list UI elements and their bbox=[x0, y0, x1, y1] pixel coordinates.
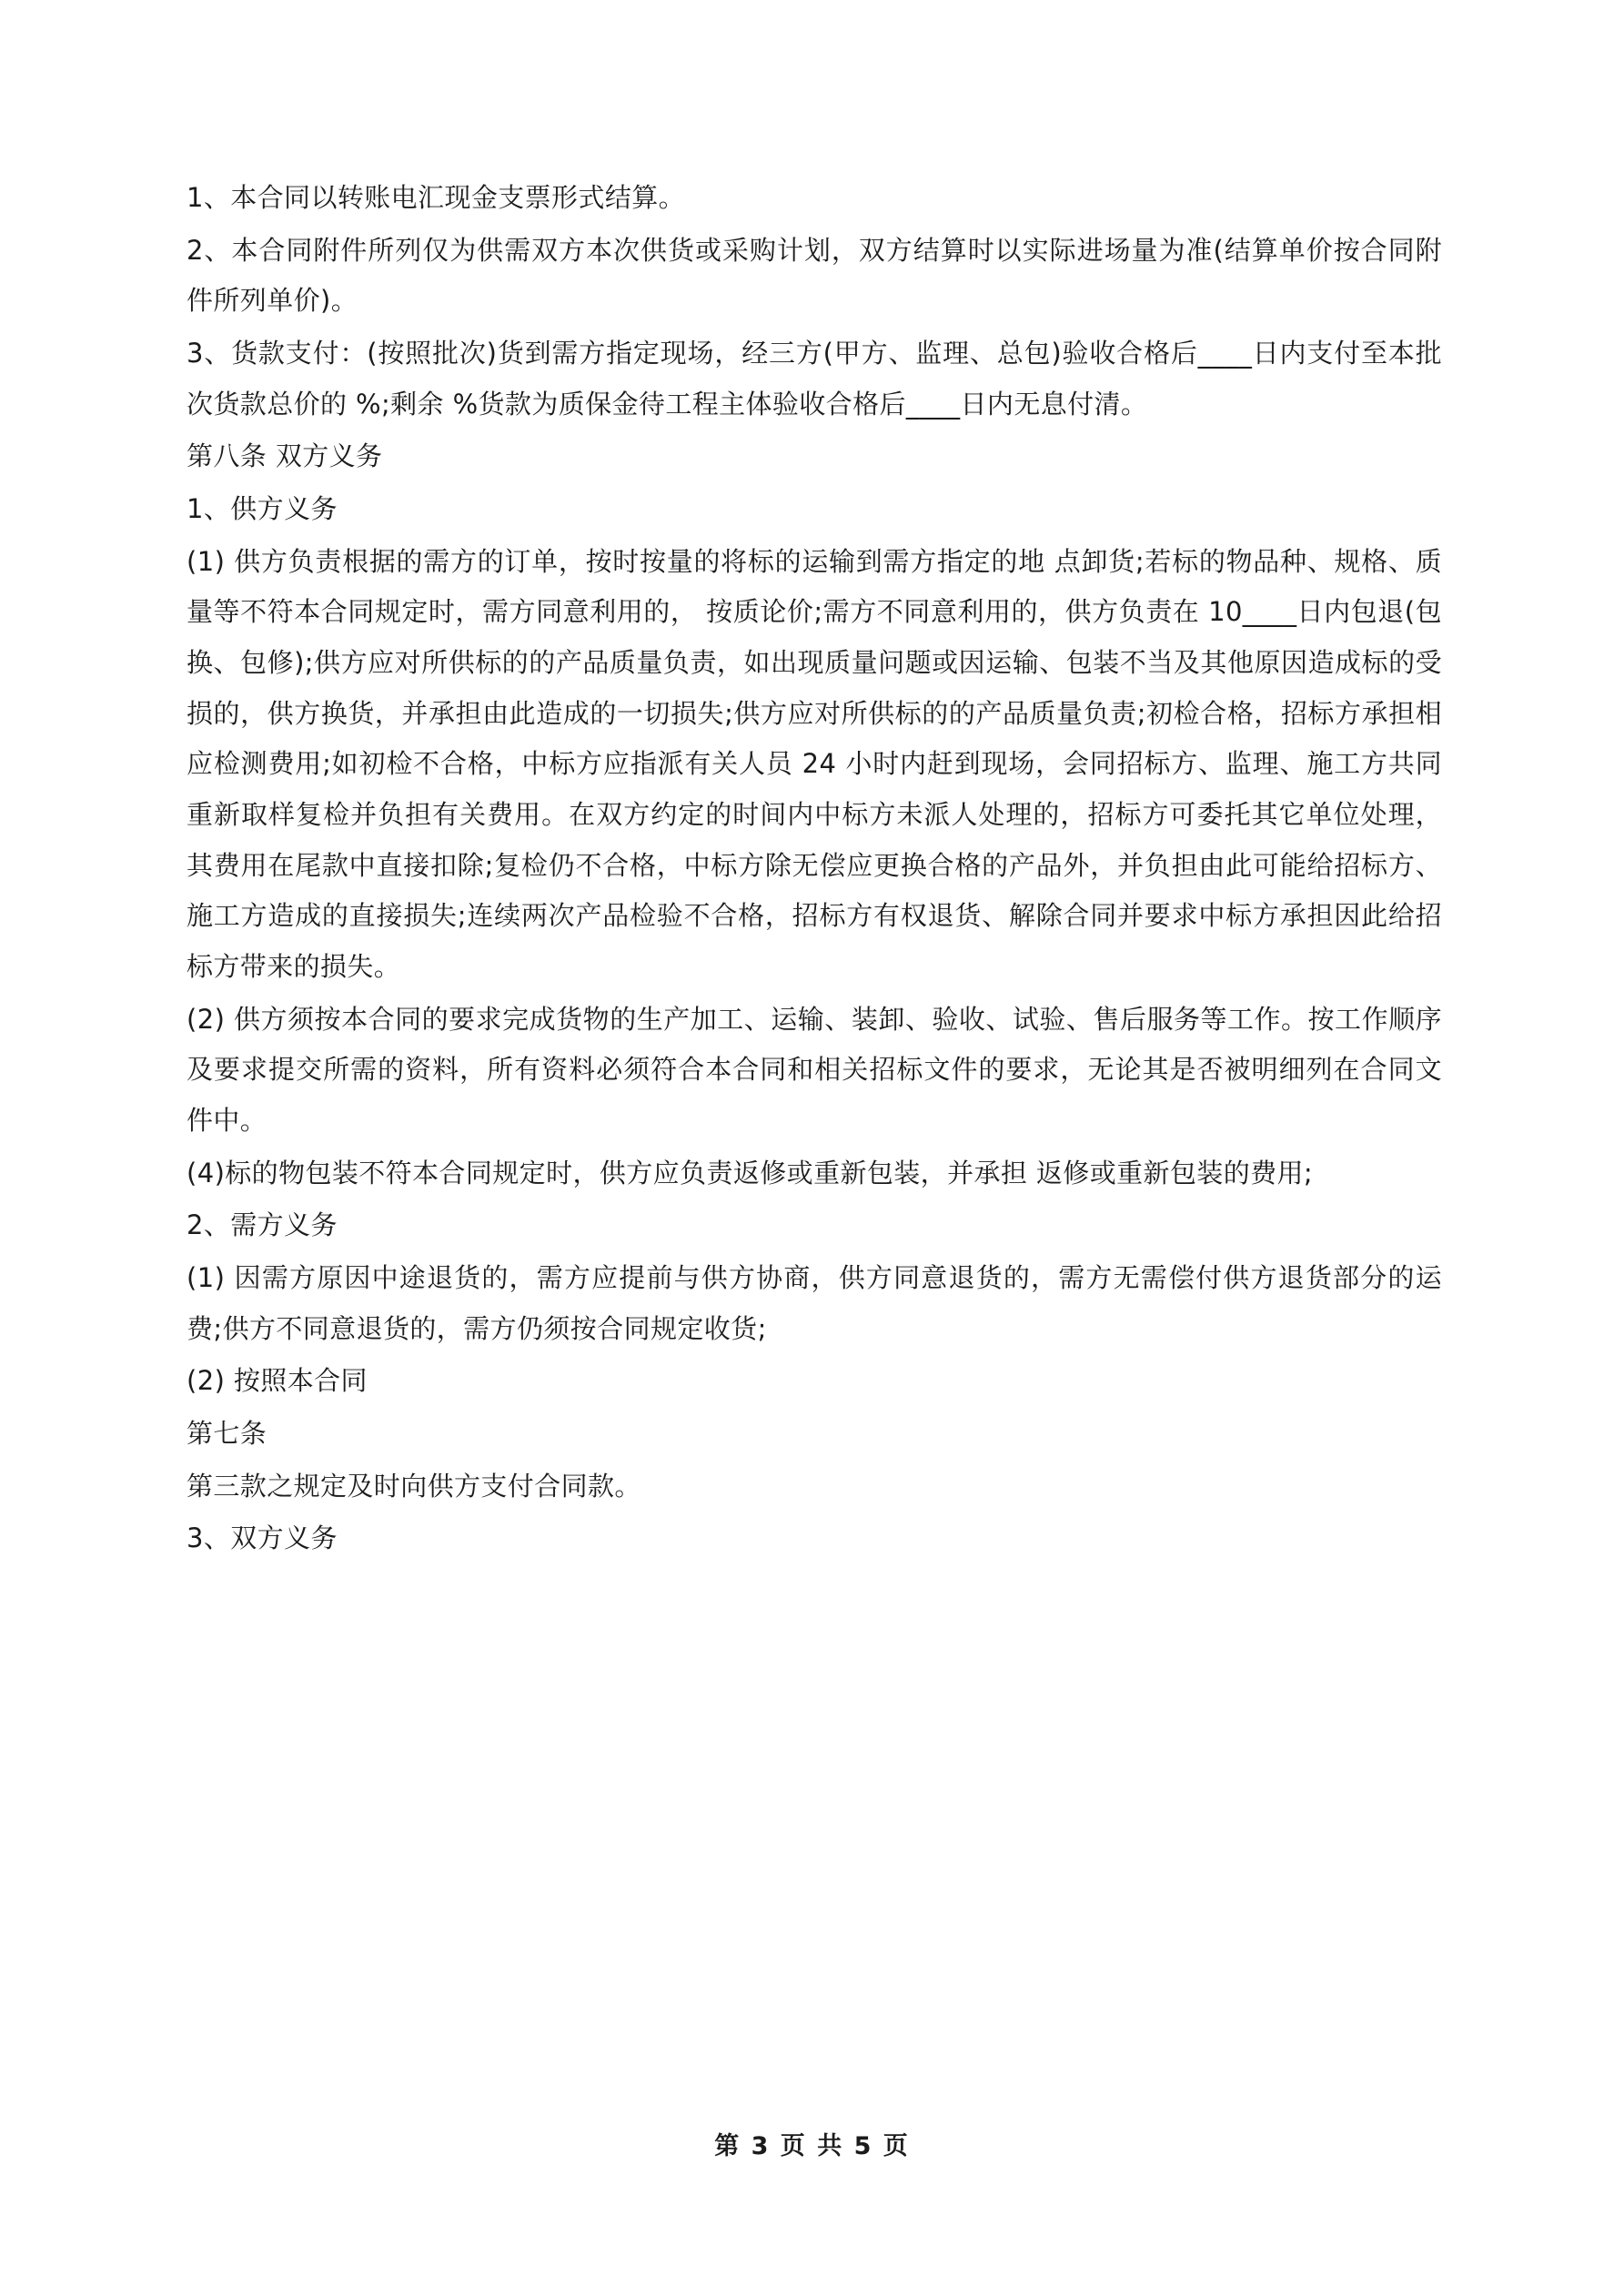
paragraph: 1、供方义务 bbox=[187, 493, 338, 525]
paragraph: 3、双方义务 bbox=[187, 1522, 338, 1554]
paragraph: (1) 供方负责根据的需方的订单，按时按量的将标的运输到需方指定的地 点卸货;若标的物品种、规格、质量等不符本合同规定时，需方同意利用的， 按质论价;需方不同意利用的，供方负责在 10____日内包退(包换、包修);供方应对所供标的的产品质量负责，如出现质量问题或因运输、包装不当及其他原因造成标的受损的，供方换货，并承担由此造成的一切损失;供方应对所供标的的产品质量负责;初检合格，招标方承担相应检测费用;如初检不合格，中标方应指派有关人员 24 小时内赶到现场，会同招标方、监理、施工方共同重新取样复检并负担有关费用。在双方约定的时间内中标方未派人处理的，招标方可委托其它单位处理，其费用在尾款中直接扣除;复检仍不合格，中标方除无偿应更换合格的产品外，并负担由此可能给招标方、施工方造成的直接损失;连续两次产品检验不合格，招标方有权退货、解除合同并要求中标方承担因此给招标方带来的损失。 bbox=[187, 545, 1442, 983]
paragraph: 2、需方义务 bbox=[187, 1209, 338, 1241]
paragraph: 第三款之规定及时向供方支付合同款。 bbox=[187, 1470, 641, 1502]
paragraph: 1、本合同以转账电汇现金支票形式结算。 bbox=[187, 182, 686, 213]
paragraph: (2) 供方须按本合同的要求完成货物的生产加工、运输、装卸、验收、试验、售后服务等工作。按工作顺序及要求提交所需的资料，所有资料必须符合本合同和相关招标文件的要求，无论其是否被明细列在合同文件中。 bbox=[187, 1003, 1442, 1137]
paragraph: 3、货款支付：(按照批次)货到需方指定现场，经三方(甲方、监理、总包)验收合格后____日内支付至本批次货款总价的 %;剩余 %货款为质保金待工程主体验收合格后____日内无息付清。 bbox=[187, 338, 1442, 420]
section-heading: 第八条 双方义务 bbox=[187, 440, 383, 472]
paragraph: (1) 因需方原因中途退货的，需方应提前与供方协商，供方同意退货的，需方无需偿付供方退货部分的运费;供方不同意退货的，需方仍须按合同规定收货; bbox=[187, 1262, 1442, 1344]
section-heading: 第七条 bbox=[187, 1418, 267, 1450]
document-body bbox=[187, 173, 1442, 1566]
page-footer: 第 3 页 共 5 页 bbox=[714, 2132, 910, 2160]
paragraph: (2) 按照本合同 bbox=[187, 1365, 368, 1397]
paragraph: 2、本合同附件所列仅为供需双方本次供货或采购计划，双方结算时以实际进场量为准(结算单价按合同附件所列单价)。 bbox=[187, 234, 1442, 317]
paragraph: (4)标的物包装不符本合同规定时，供方应负责返修或重新包装，并承担 返修或重新包装的费用; bbox=[187, 1157, 1314, 1188]
